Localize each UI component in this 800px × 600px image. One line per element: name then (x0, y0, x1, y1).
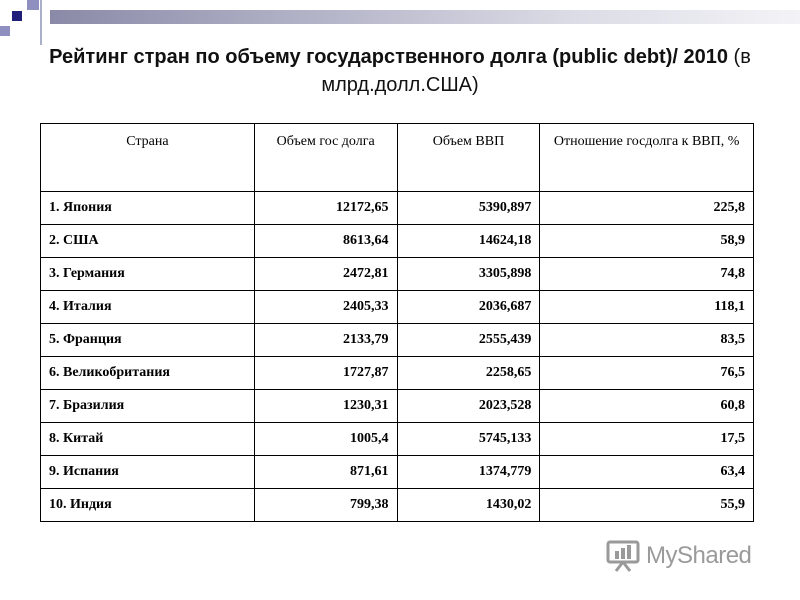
debt-ranking-table (40, 123, 754, 522)
slide-title-bold: Рейтинг стран по объему государственного долга (public debt)/ 2010 (49, 46, 728, 68)
slide-title-units: (в млрд.долл.США) (321, 46, 751, 96)
decor-gradient-bar (50, 10, 800, 24)
table-row (41, 192, 754, 225)
table-row (41, 357, 754, 390)
cell-country: 9. Испания (41, 456, 255, 489)
cell-country: 7. Бразилия (41, 390, 255, 423)
table-row (41, 423, 754, 456)
table-row (41, 225, 754, 258)
table-header-row (41, 124, 754, 192)
cell-ratio: 17,5 (540, 423, 754, 456)
cell-country: 8. Китай (41, 423, 255, 456)
cell-ratio: 118,1 (540, 291, 754, 324)
cell-ratio: 55,9 (540, 489, 754, 522)
cell-country: 4. Италия (41, 291, 255, 324)
cell-debt: 871,61 (254, 456, 397, 489)
myshared-logo-icon (606, 539, 642, 573)
cell-gdp: 5745,133 (397, 423, 540, 456)
table-row (41, 291, 754, 324)
cell-gdp: 2258,65 (397, 357, 540, 390)
table-row (41, 324, 754, 357)
cell-gdp: 2036,687 (397, 291, 540, 324)
cell-debt: 1230,31 (254, 390, 397, 423)
cell-debt: 1005,4 (254, 423, 397, 456)
cell-gdp: 2555,439 (397, 324, 540, 357)
decor-square-light (0, 26, 10, 36)
header-debt: Объем гос долга (254, 124, 397, 192)
myshared-watermark (606, 539, 776, 573)
table-row (41, 489, 754, 522)
cell-country: 2. США (41, 225, 255, 258)
cell-ratio: 63,4 (540, 456, 754, 489)
decor-square-light (27, 0, 39, 10)
cell-debt: 12172,65 (254, 192, 397, 225)
cell-gdp: 3305,898 (397, 258, 540, 291)
watermark-text: MyShared (646, 542, 752, 569)
table-row (41, 390, 754, 423)
cell-ratio: 225,8 (540, 192, 754, 225)
cell-gdp: 1430,02 (397, 489, 540, 522)
cell-gdp: 5390,897 (397, 192, 540, 225)
header-country: Страна (41, 124, 255, 192)
slide-title (0, 43, 800, 99)
cell-debt: 8613,64 (254, 225, 397, 258)
table-row (41, 456, 754, 489)
cell-ratio: 58,9 (540, 225, 754, 258)
cell-debt: 1727,87 (254, 357, 397, 390)
cell-country: 6. Великобритания (41, 357, 255, 390)
cell-country: 1. Япония (41, 192, 255, 225)
cell-country: 10. Индия (41, 489, 255, 522)
cell-debt: 2472,81 (254, 258, 397, 291)
cell-ratio: 60,8 (540, 390, 754, 423)
cell-ratio: 74,8 (540, 258, 754, 291)
cell-country: 3. Германия (41, 258, 255, 291)
decor-vertical-line (40, 0, 42, 45)
cell-ratio: 76,5 (540, 357, 754, 390)
header-gdp: Объем ВВП (397, 124, 540, 192)
header-ratio: Отношение госдолга к ВВП, % (540, 124, 754, 192)
cell-debt: 2133,79 (254, 324, 397, 357)
cell-ratio: 83,5 (540, 324, 754, 357)
cell-debt: 2405,33 (254, 291, 397, 324)
cell-country: 5. Франция (41, 324, 255, 357)
cell-gdp: 14624,18 (397, 225, 540, 258)
cell-gdp: 2023,528 (397, 390, 540, 423)
table-row (41, 258, 754, 291)
cell-debt: 799,38 (254, 489, 397, 522)
cell-gdp: 1374,779 (397, 456, 540, 489)
decor-square-dark (12, 11, 22, 21)
